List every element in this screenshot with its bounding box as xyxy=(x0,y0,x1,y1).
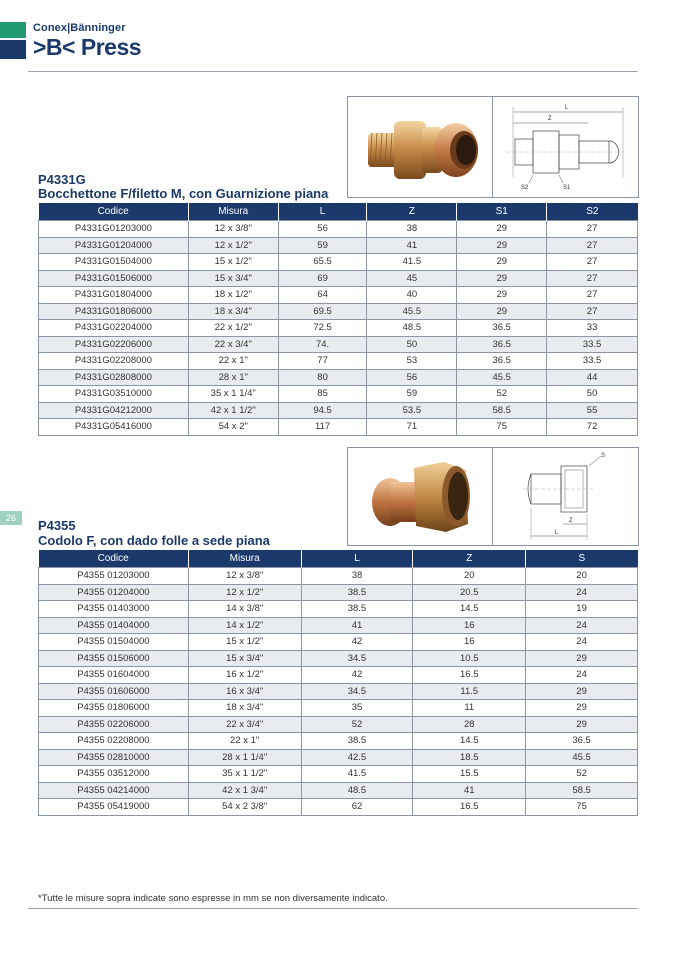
column-header: Z xyxy=(413,550,526,568)
table-cell: 36.5 xyxy=(457,320,547,337)
table-cell: 28 x 1 1/4" xyxy=(188,749,301,766)
column-header: L xyxy=(301,550,413,568)
table-row xyxy=(39,782,638,799)
table-cell: 35 xyxy=(301,700,413,717)
table-cell: 45 xyxy=(367,270,457,287)
table-cell: 20 xyxy=(526,568,638,585)
table-cell: 29 xyxy=(457,221,547,238)
table-cell: 22 x 3/4" xyxy=(188,336,278,353)
table-cell: 33.5 xyxy=(547,336,638,353)
dimension-diagram xyxy=(493,448,638,545)
dimension-label-z: Z xyxy=(548,116,552,122)
section-code-p4331g: P4331G xyxy=(38,172,86,187)
section-code-p4355: P4355 xyxy=(38,518,76,533)
table-cell: 54 x 2 3/8" xyxy=(188,799,301,816)
table-cell: 35 x 1 1/2" xyxy=(188,766,301,783)
table-cell: 24 xyxy=(526,634,638,651)
table-cell: 10.5 xyxy=(413,650,526,667)
table-row xyxy=(39,568,638,585)
product-photo-p4331g xyxy=(347,96,494,198)
table-row xyxy=(39,733,638,750)
table-cell: 55 xyxy=(547,402,638,419)
table-cell: 24 xyxy=(526,667,638,684)
product-line-title: >B< Press xyxy=(33,34,142,60)
table-cell: 41 xyxy=(367,237,457,254)
table-cell: 52 xyxy=(526,766,638,783)
union-fitting-photo xyxy=(348,97,493,197)
table-cell: P4355 01506000 xyxy=(39,650,189,667)
table-row xyxy=(39,799,638,816)
table-row xyxy=(39,749,638,766)
logo-bar-green xyxy=(0,22,26,38)
table-cell: P4355 01404000 xyxy=(39,617,189,634)
table-cell: 45.5 xyxy=(526,749,638,766)
table-cell: 65.5 xyxy=(278,254,367,271)
table-cell: 14.5 xyxy=(413,601,526,618)
table-cell: 45.5 xyxy=(367,303,457,320)
table-cell: P4331G01203000 xyxy=(39,221,189,238)
table-cell: 24 xyxy=(526,584,638,601)
table-cell: 14 x 3/8" xyxy=(188,601,301,618)
logo-bar-blue xyxy=(0,40,26,59)
table-cell: 16 xyxy=(413,634,526,651)
table-cell: 15 x 1/2" xyxy=(188,254,278,271)
header-divider xyxy=(28,71,638,72)
section-title-p4331g: Bocchettone F/filetto M, con Guarnizione piana xyxy=(38,186,329,201)
table-cell: 19 xyxy=(526,601,638,618)
technical-drawing-p4355 xyxy=(492,447,639,546)
table-cell: 22 x 1" xyxy=(188,733,301,750)
table-cell: 12 x 3/8" xyxy=(188,568,301,585)
dimension-label-l: L xyxy=(565,105,569,111)
table-row xyxy=(39,353,638,370)
table-cell: 58.5 xyxy=(526,782,638,799)
table-cell: P4355 01606000 xyxy=(39,683,189,700)
table-cell: 69 xyxy=(278,270,367,287)
table-cell: P4355 02810000 xyxy=(39,749,189,766)
table-cell: 27 xyxy=(547,237,638,254)
table-header-row xyxy=(39,203,638,221)
table-row xyxy=(39,617,638,634)
spec-table-p4331g xyxy=(38,203,638,436)
table-cell: 53 xyxy=(367,353,457,370)
dimension-label-s1: S1 xyxy=(563,185,571,191)
table-row xyxy=(39,369,638,386)
table-row xyxy=(39,716,638,733)
table-cell: 33 xyxy=(547,320,638,337)
table-cell: 16 x 3/4" xyxy=(188,683,301,700)
table-cell: 85 xyxy=(278,386,367,403)
table-cell: 18 x 1/2" xyxy=(188,287,278,304)
table-cell: 16 x 1/2" xyxy=(188,667,301,684)
table-cell: 80 xyxy=(278,369,367,386)
table-cell: 16.5 xyxy=(413,667,526,684)
table-cell: 74. xyxy=(278,336,367,353)
table-cell: P4331G02206000 xyxy=(39,336,189,353)
table-cell: P4355 01204000 xyxy=(39,584,189,601)
table-cell: P4331G05416000 xyxy=(39,419,189,436)
table-cell: 15 x 1/2" xyxy=(188,634,301,651)
dimension-label-s: S xyxy=(601,453,606,459)
table-cell: P4331G03510000 xyxy=(39,386,189,403)
table-row xyxy=(39,320,638,337)
table-cell: 42 xyxy=(301,667,413,684)
table-cell: 11 xyxy=(413,700,526,717)
footnote: *Tutte le misure sopra indicate sono espresse in mm se non diversamente indicato. xyxy=(38,893,388,904)
dimension-label-s2: S2 xyxy=(521,185,529,191)
table-cell: 27 xyxy=(547,254,638,271)
table-row xyxy=(39,601,638,618)
table-cell: 42.5 xyxy=(301,749,413,766)
table-cell: P4355 02206000 xyxy=(39,716,189,733)
table-cell: 56 xyxy=(367,369,457,386)
table-cell: 75 xyxy=(457,419,547,436)
table-cell: 48.5 xyxy=(367,320,457,337)
technical-drawing-p4331g xyxy=(492,96,639,198)
table-row xyxy=(39,402,638,419)
table-cell: 72 xyxy=(547,419,638,436)
table-cell: P4331G01204000 xyxy=(39,237,189,254)
table-cell: 29 xyxy=(457,287,547,304)
table-cell: 28 xyxy=(413,716,526,733)
table-cell: 41 xyxy=(301,617,413,634)
table-cell: 27 xyxy=(547,270,638,287)
table-cell: 29 xyxy=(457,270,547,287)
table-cell: 52 xyxy=(301,716,413,733)
table-cell: 15 x 3/4" xyxy=(188,270,278,287)
table-cell: 15 x 3/4" xyxy=(188,650,301,667)
table-cell: 44 xyxy=(547,369,638,386)
table-cell: 71 xyxy=(367,419,457,436)
table-row xyxy=(39,386,638,403)
table-cell: 27 xyxy=(547,287,638,304)
table-cell: P4331G02204000 xyxy=(39,320,189,337)
table-cell: 117 xyxy=(278,419,367,436)
table-cell: 16.5 xyxy=(413,799,526,816)
table-cell: 52 xyxy=(457,386,547,403)
column-header: S2 xyxy=(547,203,638,221)
column-header: L xyxy=(278,203,367,221)
table-row xyxy=(39,254,638,271)
table-cell: 48.5 xyxy=(301,782,413,799)
table-row xyxy=(39,270,638,287)
table-cell: 35 x 1 1/4" xyxy=(188,386,278,403)
table-cell: P4331G02808000 xyxy=(39,369,189,386)
table-cell: 62 xyxy=(301,799,413,816)
female-union-fitting-photo xyxy=(348,448,493,545)
section-title-p4355: Codolo F, con dado folle a sede piana xyxy=(38,533,270,548)
brand-name: Conex|Bänninger xyxy=(33,22,126,34)
table-row xyxy=(39,683,638,700)
table-cell: 50 xyxy=(547,386,638,403)
table-cell: 38 xyxy=(367,221,457,238)
table-cell: 72.5 xyxy=(278,320,367,337)
table-cell: P4355 01604000 xyxy=(39,667,189,684)
column-header: Z xyxy=(367,203,457,221)
table-cell: 38 xyxy=(301,568,413,585)
table-cell: 22 x 1" xyxy=(188,353,278,370)
table-cell: 41.5 xyxy=(301,766,413,783)
table-row xyxy=(39,221,638,238)
table-cell: 34.5 xyxy=(301,650,413,667)
table-row xyxy=(39,237,638,254)
table-cell: 16 xyxy=(413,617,526,634)
table-header-row xyxy=(39,550,638,568)
table-cell: P4355 04214000 xyxy=(39,782,189,799)
table-cell: 42 xyxy=(301,634,413,651)
dimension-label-l: L xyxy=(555,530,559,536)
table-row xyxy=(39,584,638,601)
table-cell: 58.5 xyxy=(457,402,547,419)
table-cell: 50 xyxy=(367,336,457,353)
table-cell: 36.5 xyxy=(526,733,638,750)
table-cell: 33.5 xyxy=(547,353,638,370)
table-cell: 12 x 1/2" xyxy=(188,237,278,254)
table-cell: 38.5 xyxy=(301,601,413,618)
table-cell: 29 xyxy=(457,303,547,320)
table-cell: P4355 01203000 xyxy=(39,568,189,585)
table-cell: 41.5 xyxy=(367,254,457,271)
column-header: Codice xyxy=(39,203,189,221)
table-cell: 38.5 xyxy=(301,584,413,601)
table-cell: P4355 01504000 xyxy=(39,634,189,651)
table-cell: P4331G01506000 xyxy=(39,270,189,287)
column-header: Misura xyxy=(188,203,278,221)
table-row xyxy=(39,667,638,684)
table-cell: P4331G01504000 xyxy=(39,254,189,271)
table-cell: P4355 05419000 xyxy=(39,799,189,816)
column-header: S1 xyxy=(457,203,547,221)
table-cell: 56 xyxy=(278,221,367,238)
table-cell: 53.5 xyxy=(367,402,457,419)
table-cell: 36.5 xyxy=(457,336,547,353)
table-cell: 28 x 1" xyxy=(188,369,278,386)
table-cell: 94.5 xyxy=(278,402,367,419)
table-row xyxy=(39,336,638,353)
table-cell: 59 xyxy=(367,386,457,403)
table-cell: 29 xyxy=(457,254,547,271)
table-cell: 18 x 3/4" xyxy=(188,700,301,717)
table-cell: 18 x 3/4" xyxy=(188,303,278,320)
column-header: S xyxy=(526,550,638,568)
table-cell: P4355 01403000 xyxy=(39,601,189,618)
table-cell: 29 xyxy=(526,716,638,733)
table-cell: 11.5 xyxy=(413,683,526,700)
table-cell: 42 x 1 3/4" xyxy=(188,782,301,799)
table-cell: P4355 01806000 xyxy=(39,700,189,717)
table-cell: P4331G04212000 xyxy=(39,402,189,419)
table-cell: 24 xyxy=(526,617,638,634)
table-cell: 22 x 3/4" xyxy=(188,716,301,733)
table-cell: 14 x 1/2" xyxy=(188,617,301,634)
dimension-diagram xyxy=(493,97,638,197)
table-cell: 29 xyxy=(526,700,638,717)
table-cell: 27 xyxy=(547,303,638,320)
table-row xyxy=(39,303,638,320)
table-cell: 45.5 xyxy=(457,369,547,386)
table-row xyxy=(39,700,638,717)
table-cell: 41 xyxy=(413,782,526,799)
table-cell: 20.5 xyxy=(413,584,526,601)
table-cell: 69.5 xyxy=(278,303,367,320)
column-header: Misura xyxy=(188,550,301,568)
table-row xyxy=(39,419,638,436)
table-cell: P4331G01804000 xyxy=(39,287,189,304)
table-cell: 29 xyxy=(526,650,638,667)
table-cell: 38.5 xyxy=(301,733,413,750)
table-cell: 12 x 3/8" xyxy=(188,221,278,238)
table-cell: 40 xyxy=(367,287,457,304)
table-cell: P4355 02208000 xyxy=(39,733,189,750)
table-cell: 77 xyxy=(278,353,367,370)
table-cell: 59 xyxy=(278,237,367,254)
table-cell: 20 xyxy=(413,568,526,585)
table-row xyxy=(39,287,638,304)
table-cell: 29 xyxy=(457,237,547,254)
table-cell: 36.5 xyxy=(457,353,547,370)
table-cell: 29 xyxy=(526,683,638,700)
footer-divider xyxy=(28,908,638,909)
table-cell: 18.5 xyxy=(413,749,526,766)
dimension-label-z: Z xyxy=(569,518,573,524)
table-cell: 34.5 xyxy=(301,683,413,700)
table-cell: 54 x 2" xyxy=(188,419,278,436)
table-cell: P4331G02208000 xyxy=(39,353,189,370)
column-header: Codice xyxy=(39,550,189,568)
page-number-tab: 26 xyxy=(0,511,22,525)
product-photo-p4355 xyxy=(347,447,494,546)
table-row xyxy=(39,634,638,651)
table-row xyxy=(39,650,638,667)
table-cell: 12 x 1/2" xyxy=(188,584,301,601)
table-row xyxy=(39,766,638,783)
table-cell: 75 xyxy=(526,799,638,816)
table-cell: 22 x 1/2" xyxy=(188,320,278,337)
table-cell: 15.5 xyxy=(413,766,526,783)
table-cell: P4355 03512000 xyxy=(39,766,189,783)
spec-table-p4355 xyxy=(38,550,638,816)
table-cell: 27 xyxy=(547,221,638,238)
table-cell: P4331G01806000 xyxy=(39,303,189,320)
table-cell: 64 xyxy=(278,287,367,304)
table-cell: 42 x 1 1/2" xyxy=(188,402,278,419)
table-cell: 14.5 xyxy=(413,733,526,750)
